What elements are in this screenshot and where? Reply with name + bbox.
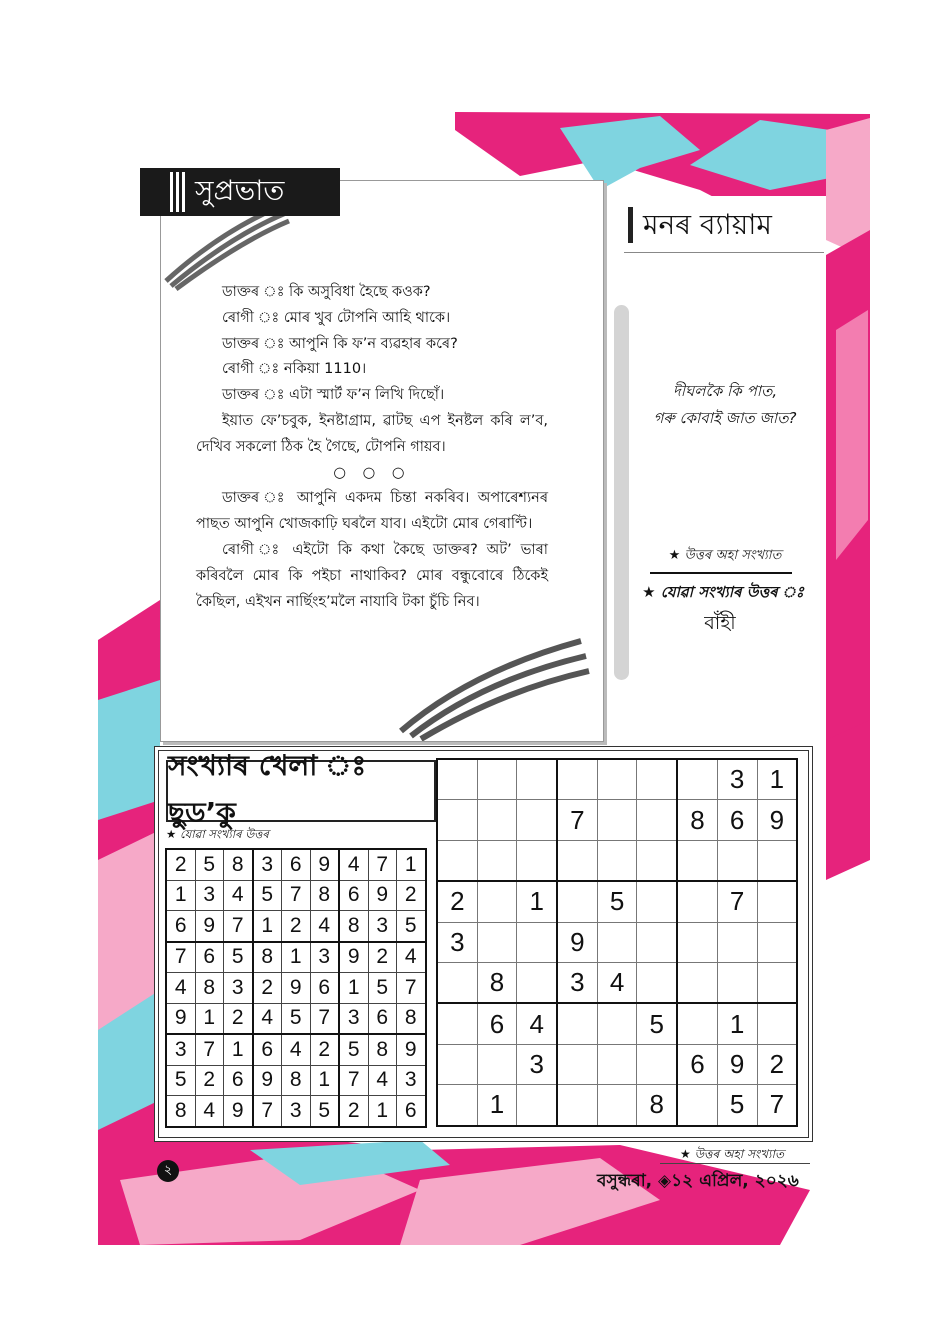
joke-line: ডাক্তৰ ঃ এটা স্মাৰ্ট ফ’ন লিখি দিছোঁ। (222, 387, 445, 404)
puzzle-cell (717, 962, 757, 1003)
solution-cell: 7 (368, 849, 397, 880)
puzzle-cell: 7 (757, 1085, 797, 1126)
puzzle-cell (757, 1003, 797, 1044)
solution-row (166, 1065, 426, 1096)
solution-cell: 1 (368, 1096, 397, 1127)
puzzle-cell: 7 (717, 881, 757, 922)
answer-next-issue-note: ★ উত্তৰ অহা সংখ্যাত (680, 1147, 785, 1161)
puzzle-cell: 3 (437, 922, 477, 962)
puzzle-row (437, 840, 797, 881)
solution-cell: 9 (282, 973, 311, 1004)
solution-cell: 1 (195, 1003, 224, 1034)
puzzle-cell (557, 840, 597, 881)
solution-cell: 6 (339, 880, 368, 911)
solution-cell: 6 (310, 973, 339, 1004)
puzzle-cell: 6 (677, 1044, 717, 1084)
joke-separator: ○ ○ ○ (333, 464, 411, 481)
puzzle-cell (477, 840, 517, 881)
solution-cell: 9 (339, 942, 368, 973)
solution-cell: 6 (368, 1003, 397, 1034)
solution-cell: 5 (166, 1065, 195, 1096)
solution-cell: 8 (339, 911, 368, 942)
puzzle-cell: 3 (517, 1044, 557, 1084)
puzzle-cell (677, 881, 717, 922)
solution-cell: 3 (339, 1003, 368, 1034)
puzzle-cell: 5 (637, 1003, 677, 1044)
joke-line: ডাক্তৰ ঃ আপুনি কি ফ’ন ব্যৱহাৰ কৰে? (222, 335, 458, 352)
mind-exercise-title: মনৰ ব্যায়াম (628, 207, 772, 243)
puzzle-cell (597, 1085, 637, 1126)
riddle-line: গৰু কোবাই জাত জাত? (653, 409, 797, 427)
puzzle-cell (597, 1003, 637, 1044)
puzzle-cell: 4 (597, 962, 637, 1003)
puzzle-cell: 3 (557, 962, 597, 1003)
solution-cell: 1 (224, 1034, 253, 1065)
solution-cell: 2 (224, 1003, 253, 1034)
puzzle-cell (437, 800, 477, 840)
puzzle-cell: 7 (557, 800, 597, 840)
solution-cell: 7 (339, 1065, 368, 1096)
puzzle-row (437, 1044, 797, 1084)
puzzle-cell: 8 (637, 1085, 677, 1126)
puzzle-cell: 9 (757, 800, 797, 840)
puzzle-row (437, 881, 797, 922)
joke-line: ডাক্তৰ ঃ কি অসুবিধা হৈছে কওক? (222, 284, 431, 300)
puzzle-cell (517, 800, 557, 840)
puzzle-cell (677, 962, 717, 1003)
puzzle-cell (477, 800, 517, 840)
puzzle-cell: 1 (757, 759, 797, 800)
solution-cell: 7 (166, 942, 195, 973)
solution-cell: 6 (253, 1034, 282, 1065)
solution-cell: 7 (195, 1034, 224, 1065)
solution-row (166, 942, 426, 973)
puzzle-cell (677, 1003, 717, 1044)
solution-cell: 8 (253, 942, 282, 973)
puzzle-cell (637, 759, 677, 800)
puzzle-cell: 9 (557, 922, 597, 962)
solution-cell: 3 (310, 942, 339, 973)
puzzle-cell (517, 840, 557, 881)
solution-cell: 1 (339, 973, 368, 1004)
divider (650, 572, 792, 574)
solution-cell: 5 (195, 849, 224, 880)
puzzle-cell (437, 759, 477, 800)
joke-text (196, 280, 548, 615)
puzzle-row (437, 1003, 797, 1044)
solution-cell: 8 (397, 1003, 426, 1034)
puzzle-cell: 9 (717, 1044, 757, 1084)
solution-cell: 2 (195, 1065, 224, 1096)
solution-cell: 6 (195, 942, 224, 973)
divider (660, 1163, 810, 1164)
puzzle-cell: 3 (717, 759, 757, 800)
page-number: ২ (157, 1160, 179, 1182)
puzzle-cell (517, 922, 557, 962)
puzzle-cell (637, 1044, 677, 1084)
solution-cell: 2 (253, 973, 282, 1004)
solution-cell: 4 (397, 942, 426, 973)
puzzle-cell (517, 962, 557, 1003)
puzzle-cell (637, 962, 677, 1003)
solution-cell: 4 (195, 1096, 224, 1127)
solution-row (166, 911, 426, 942)
puzzle-cell (517, 759, 557, 800)
puzzle-cell (477, 881, 517, 922)
puzzle-cell (557, 1003, 597, 1044)
puzzle-cell (637, 800, 677, 840)
section-title: সুপ্ৰভাত (195, 173, 285, 207)
solution-cell: 8 (368, 1034, 397, 1065)
solution-cell: 4 (368, 1065, 397, 1096)
solution-cell: 9 (253, 1065, 282, 1096)
solution-cell: 8 (195, 973, 224, 1004)
answer-next-issue-note: ★ উত্তৰ অহা সংখ্যাত (668, 548, 782, 563)
puzzle-cell (437, 1044, 477, 1084)
mind-exercise-panel (622, 196, 826, 741)
solution-row (166, 1034, 426, 1065)
divider (624, 252, 824, 253)
puzzle-cell: 1 (477, 1085, 517, 1126)
solution-cell: 7 (253, 1096, 282, 1127)
solution-cell: 9 (310, 849, 339, 880)
previous-answer-label: ★ যোৱা সংখ্যাৰ উত্তৰ ঃ (642, 583, 804, 601)
puzzle-cell: 6 (477, 1003, 517, 1044)
puzzle-cell (437, 1003, 477, 1044)
previous-answer: বাঁহী (704, 612, 736, 634)
solution-cell: 2 (166, 849, 195, 880)
puzzle-cell (717, 922, 757, 962)
solution-cell: 5 (310, 1096, 339, 1127)
puzzle-cell: 1 (517, 881, 557, 922)
puzzle-cell (557, 759, 597, 800)
solution-cell: 7 (397, 973, 426, 1004)
puzzle-cell (477, 759, 517, 800)
puzzle-cell (717, 840, 757, 881)
puzzle-cell: 1 (717, 1003, 757, 1044)
solution-cell: 7 (282, 880, 311, 911)
joke-line: ৰোগী ঃ নকিয়া 1110। (222, 361, 367, 378)
header-bars-decoration (170, 172, 185, 212)
solution-cell: 2 (282, 911, 311, 942)
solution-cell: 2 (339, 1096, 368, 1127)
puzzle-cell (437, 840, 477, 881)
puzzle-cell (597, 1044, 637, 1084)
solution-cell: 8 (166, 1096, 195, 1127)
puzzle-cell (677, 759, 717, 800)
puzzle-row (437, 962, 797, 1003)
solution-cell: 1 (166, 880, 195, 911)
brush-scribble-decoration (391, 631, 591, 741)
puzzle-cell (757, 881, 797, 922)
solution-cell: 5 (339, 1034, 368, 1065)
solution-cell: 3 (282, 1096, 311, 1127)
puzzle-cell (477, 1044, 517, 1084)
puzzle-row (437, 759, 797, 800)
puzzle-cell (557, 881, 597, 922)
puzzle-cell (597, 840, 637, 881)
solution-cell: 3 (224, 973, 253, 1004)
solution-cell: 3 (166, 1034, 195, 1065)
previous-solution-label: ★ যোৱা সংখ্যাৰ উত্তৰ (166, 827, 269, 841)
puzzle-cell (517, 1085, 557, 1126)
solution-cell: 1 (310, 1065, 339, 1096)
solution-cell: 8 (224, 849, 253, 880)
joke-line: ইয়াত ফে’চবুক, ইনষ্টাগ্ৰাম, ৱাটছ এপ ইনষ্টল কৰি ল’ব, দেখিব সকলো ঠিক হৈ গৈছে, টোপনি গায়ব। (196, 412, 548, 455)
puzzle-cell (477, 922, 517, 962)
solution-cell: 5 (282, 1003, 311, 1034)
puzzle-cell (437, 1085, 477, 1126)
section-header-suprabhat (140, 168, 340, 216)
puzzle-cell (757, 962, 797, 1003)
puzzle-cell (557, 1085, 597, 1126)
solution-cell: 5 (368, 973, 397, 1004)
decorative-bar (614, 305, 629, 680)
puzzle-cell: 5 (717, 1085, 757, 1126)
puzzle-cell (597, 800, 637, 840)
solution-cell: 5 (397, 911, 426, 942)
solution-cell: 2 (397, 880, 426, 911)
joke-line: ডাক্তৰ ঃ আপুনি একদম চিন্তা নকৰিব। অপাৰেশ্যনৰ পাছত আপুনি খোজকাঢ়ি ঘৰলৈ যাব। এইটো মোৰ গেৰাণ্টি। (196, 490, 548, 533)
puzzle-row (437, 800, 797, 840)
solution-cell: 5 (224, 942, 253, 973)
solution-cell: 3 (195, 880, 224, 911)
solution-cell: 9 (397, 1034, 426, 1065)
joke-line: ৰোগী ঃ এইটো কি কথা কৈছে ডাক্তৰ? অট’ ভাৰা কৰিবলৈ মোৰ কি পইচা নাথাকিব? মোৰ বন্ধুবোৰে ঠিকেই কৈছিল, এইখন নাৰ্ছিংহ’মলৈ নাযাবি টকা চুঁচি নিব। (196, 541, 548, 610)
puzzle-cell: 4 (517, 1003, 557, 1044)
riddle-line: দীঘলকৈ কি পাত, (672, 382, 778, 400)
solution-cell: 9 (224, 1096, 253, 1127)
solution-cell: 4 (166, 973, 195, 1004)
solution-cell: 2 (368, 942, 397, 973)
solution-cell: 9 (195, 911, 224, 942)
puzzle-cell (677, 840, 717, 881)
puzzle-cell: 6 (717, 800, 757, 840)
puzzle-cell: 2 (757, 1044, 797, 1084)
puzzle-cell (677, 922, 717, 962)
puzzle-cell (597, 922, 637, 962)
solution-row (166, 973, 426, 1004)
puzzle-cell: 5 (597, 881, 637, 922)
puzzle-cell (637, 881, 677, 922)
puzzle-cell (637, 840, 677, 881)
publication-date: বসুন্ধৰা, ◈১২ এপ্ৰিল, ২০২৬ (597, 1171, 799, 1191)
solution-cell: 6 (166, 911, 195, 942)
solution-cell: 9 (368, 880, 397, 911)
puzzle-cell (637, 922, 677, 962)
joke-line: ৰোগী ঃ মোৰ খুব টোপনি আহি থাকে। (222, 309, 451, 326)
solution-cell: 5 (253, 880, 282, 911)
solution-row (166, 1003, 426, 1034)
solution-cell: 3 (253, 849, 282, 880)
solution-row (166, 849, 426, 880)
solution-cell: 6 (397, 1096, 426, 1127)
sudoku-puzzle-grid (436, 758, 798, 1127)
puzzle-cell: 8 (677, 800, 717, 840)
puzzle-cell: 8 (477, 962, 517, 1003)
puzzle-row (437, 922, 797, 962)
solution-cell: 4 (253, 1003, 282, 1034)
solution-cell: 3 (397, 1065, 426, 1096)
solution-cell: 1 (397, 849, 426, 880)
solution-cell: 9 (166, 1003, 195, 1034)
solution-cell: 6 (224, 1065, 253, 1096)
solution-cell: 4 (224, 880, 253, 911)
solution-cell: 7 (224, 911, 253, 942)
puzzle-cell: 2 (437, 881, 477, 922)
solution-cell: 8 (282, 1065, 311, 1096)
riddle (640, 378, 810, 432)
puzzle-cell (757, 922, 797, 962)
solution-cell: 1 (282, 942, 311, 973)
solution-cell: 4 (310, 911, 339, 942)
puzzle-cell (597, 759, 637, 800)
solution-cell: 6 (282, 849, 311, 880)
previous-sudoku-solution (165, 848, 427, 1128)
solution-cell: 4 (282, 1034, 311, 1065)
sudoku-title: সংখ্যাৰ খেলা ঃ ছুড’কু (166, 760, 436, 822)
solution-cell: 7 (310, 1003, 339, 1034)
puzzle-cell (437, 962, 477, 1003)
puzzle-row (437, 1085, 797, 1126)
puzzle-cell (757, 840, 797, 881)
solution-cell: 4 (339, 849, 368, 880)
puzzle-cell (557, 1044, 597, 1084)
solution-cell: 1 (253, 911, 282, 942)
solution-cell: 8 (310, 880, 339, 911)
puzzle-cell (677, 1085, 717, 1126)
solution-cell: 3 (368, 911, 397, 942)
solution-row (166, 880, 426, 911)
solution-row (166, 1096, 426, 1127)
solution-cell: 2 (310, 1034, 339, 1065)
